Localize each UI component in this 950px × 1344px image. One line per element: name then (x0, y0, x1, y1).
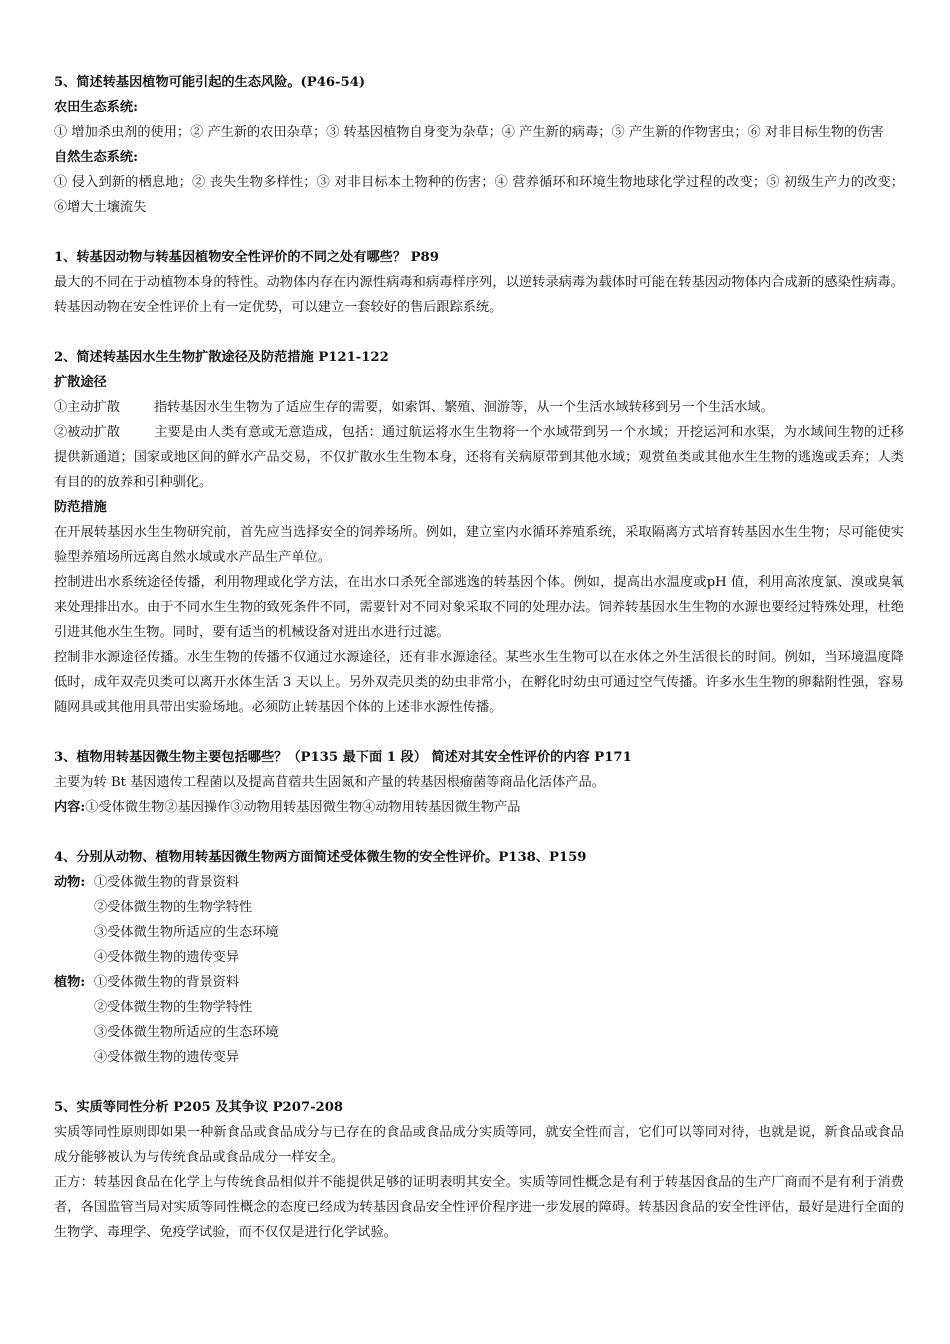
plant-row-1 (54, 970, 904, 995)
spread-label: 扩散途径 (54, 375, 107, 390)
section-title: 1、转基因动物与转基因植物安全性评价的不同之处有哪些？ P89 (54, 250, 439, 265)
section-title: 5、实质等同性分析 P205 及其争议 P207-208 (54, 1100, 344, 1115)
content-text: ①受体微生物②基因操作③动物用转基因微生物④动物用转基因微生物产品 (85, 800, 521, 815)
section-ecological-risk (54, 70, 904, 220)
plant-row-3 (54, 1020, 904, 1045)
farm-text: ① 增加杀虫剂的使用；② 产生新的农田杂草；③ 转基因植物自身变为杂草；④ 产生新的病毒；⑤ 产生新的作物害虫；⑥ 对非目标生物的伤害 (54, 125, 884, 140)
nature-text: ① 侵入到新的栖息地；② 丧失生物多样性；③ 对非目标本土物种的伤害；④ 营养循环和环境生物地球化学过程的改变；⑤ 初级生产力的改变；⑥增大土壤流失 (54, 175, 904, 215)
animal-row-4 (54, 945, 904, 970)
section-recipient-microbes (54, 845, 904, 1070)
section-plant-microbes (54, 745, 904, 820)
content-label: 内容: (54, 800, 86, 815)
section-title: 2、简述转基因水生生物扩散途径及防范措施 P121-122 (54, 350, 389, 365)
list-item: ②受体微生物的生物学特性 (94, 900, 253, 915)
list-item: ④受体微生物的遗传变异 (94, 1050, 240, 1065)
passive-label: ②被动扩散 (54, 425, 120, 440)
list-item: ③受体微生物所适应的生态环境 (94, 1025, 279, 1040)
paragraph: 主要为转 Bt 基因遗传工程菌以及提高苜蓿共生固氮和产量的转基因根瘤菌等商品化活体产品。 (54, 775, 605, 790)
paragraph: 最大的不同在于动植物本身的特性。动物体内存在内源性病毒和病毒样序列，以逆转录病毒为载体时可能在转基因动物体内合成新的感染性病毒。转基因动物在安全性评价上有一定优势，可以建立一套较好的售后跟踪系统。 (54, 275, 904, 315)
plant-row-2 (54, 995, 904, 1020)
section-title: 5、简述转基因植物可能引起的生态风险。(P46-54) (54, 75, 366, 90)
prevent-label: 防范措施 (54, 500, 107, 515)
active-spread (54, 395, 904, 420)
list-item: ③受体微生物所适应的生态环境 (94, 925, 279, 940)
passive-text: 主要是由人类有意或无意造成，包括：通过航运将水生生物将一个水域带到另一个水域；开挖运河和水渠，为水域间生物的迁移提供新通道；国家或地区间的鲜水产品交易，不仅扩散水生生物本身，还将有关病原带到其他水域；观赏鱼类或其他水生生物的逃逸或丢弃；人类有目的的放养和引种驯化。 (54, 425, 904, 490)
list-item: ④受体微生物的遗传变异 (94, 950, 240, 965)
plant-row-4 (54, 1045, 904, 1070)
section-substantial-equivalence (54, 1095, 904, 1245)
paragraph: 正方：转基因食品在化学上与传统食品相似并不能提供足够的证明表明其安全。实质等同性概念是有利于转基因食品的生产厂商而不是有利于消费者，各国监管当局对实质等同性概念的态度已经成为转基因食品安全性评价程序进一步发展的障碍。转基因食品的安全性评估，最好是进行全面的生物学、毒理学、免疫学试验，而不仅仅是进行化学试验。 (54, 1175, 904, 1240)
animal-row-1 (54, 870, 904, 895)
passive-spread (54, 420, 904, 495)
animal-label: 动物: (54, 875, 86, 890)
section-animal-vs-plant (54, 245, 904, 320)
paragraph: 实质等同性原则即如果一种新食品或食品成分与已存在的食品或食品成分实质等同，就安全性而言，它们可以等同对待，也就是说，新食品或食品成分能够被认为与传统食品或食品成分一样安全。 (54, 1125, 904, 1165)
list-item: ②受体微生物的生物学特性 (94, 1000, 253, 1015)
content-line (54, 795, 904, 820)
active-label: ①主动扩散 (54, 400, 120, 415)
animal-row-2 (54, 895, 904, 920)
section-title: 3、植物用转基因微生物主要包括哪些？（P135 最下面 1 段） 简述对其安全性评价的内容 P171 (54, 750, 632, 765)
prevent-paragraph-2: 控制进出水系统途径传播，利用物理或化学方法，在出水口杀死全部逃逸的转基因个体。例如，提高出水温度或pH 值，利用高浓度氯、溴或臭氧来处理排出水。由于不同水生生物的致死条件不同，需要针对不同对象采取不同的处理办法。饲养转基因水生生物的水源也要经过特殊处理，杜绝引进其他水生生物。同时，要有适当的机械设备对进出水进行过滤。 (54, 575, 904, 640)
plant-label: 植物: (54, 975, 86, 990)
prevent-paragraph-1: 在开展转基因水生生物研究前，首先应当选择安全的饲养场所。例如，建立室内水循环养殖系统，采取隔离方式培育转基因水生生物；尽可能使实验型养殖场所远离自然水域或水产品生产单位。 (54, 525, 904, 565)
farm-label: 农田生态系统: (54, 100, 138, 115)
nature-label: 自然生态系统: (54, 150, 138, 165)
section-aquatic-spread (54, 345, 904, 720)
active-text: 指转基因水生生物为了适应生存的需要，如索饵、繁殖、洄游等，从一个生活水域转移到另一个生活水域。 (154, 400, 774, 415)
prevent-paragraph-3: 控制非水源途径传播。水生生物的传播不仅通过水源途径，还有非水源途径。某些水生生物可以在水体之外生活很长的时间。例如，当环境温度降低时，成年双壳贝类可以离开水体生活 3 天以上。另外双壳贝类的幼虫非常小，在孵化时幼虫可通过空气传播。许多水生生物的卵黏附性强，容易随网具或其他用具带出实验场地。必须防止转基因个体的上述非水源性传播。 (54, 650, 904, 715)
section-title: 4、分别从动物、植物用转基因微生物两方面简述受体微生物的安全性评价。P138、P159 (54, 850, 587, 865)
animal-row-3 (54, 920, 904, 945)
document-page (54, 70, 904, 1245)
list-item: ①受体微生物的背景资料 (94, 875, 240, 890)
list-item: ①受体微生物的背景资料 (94, 975, 240, 990)
